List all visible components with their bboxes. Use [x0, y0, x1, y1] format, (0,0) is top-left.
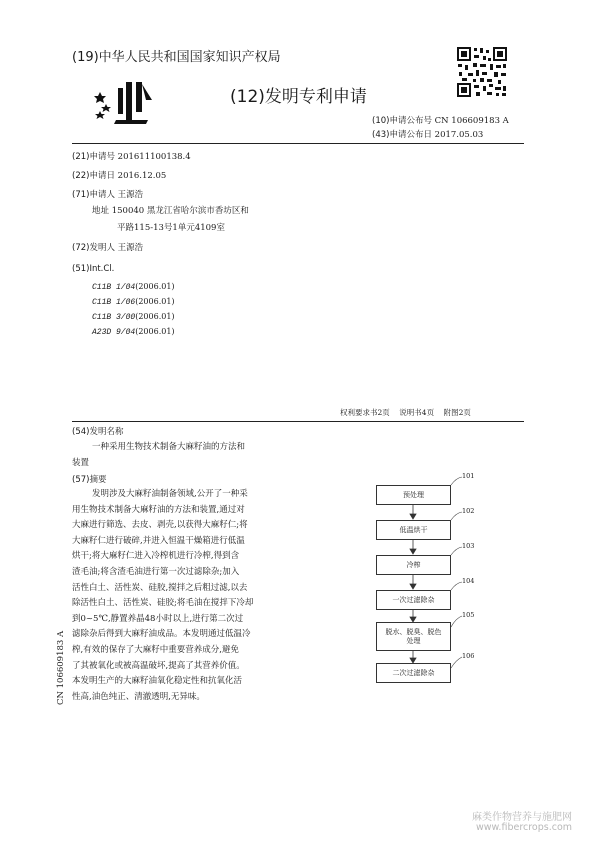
- abstract-line: 本发明生产的大麻籽油氧化稳定性和抗氧化活: [72, 676, 243, 687]
- flow-step: [376, 520, 451, 540]
- qr-code-icon: [456, 46, 508, 98]
- abstract-body: [72, 487, 290, 705]
- abstract-line: 渣毛油;将含渣毛油进行第一次过滤除杂;加入: [72, 566, 240, 577]
- int-cl-entry: [92, 312, 175, 322]
- flow-step: [376, 485, 451, 505]
- int-cl-entry: [92, 282, 175, 292]
- abstract-line: 性高,油色纯正、清澈透明,无异味。: [72, 691, 205, 702]
- abstract-line: 了其被氧化或被高温破坏,提高了其营养价值。: [72, 660, 245, 671]
- invention-title-line-2: 装置: [72, 458, 90, 468]
- flow-step-number: 102: [462, 507, 475, 515]
- int-cl-code: C11B 1/06: [92, 298, 136, 307]
- flow-step-number: 105: [462, 611, 475, 619]
- address-line-2: 平路115-13号1单元4109室: [117, 223, 225, 233]
- inventor-row: [72, 241, 143, 253]
- address-line-1: 150040 黑龙江省哈尔滨市香坊区和: [111, 206, 249, 216]
- inventor-label: (72)发明人: [72, 243, 115, 253]
- address-row: [92, 204, 249, 216]
- flow-step-label: 二次过滤除杂: [392, 668, 435, 677]
- int-cl-version: (2006.01): [135, 312, 175, 321]
- publication-number-row: [372, 114, 509, 126]
- abstract-line: 榨,有效的保存了大麻籽中重要营养成分,避免: [72, 644, 239, 655]
- int-cl-code: C11B 1/04: [92, 283, 136, 292]
- abstract-line: 大麻进行筛选、去皮、剥壳,以获得大麻籽仁;将: [72, 520, 248, 531]
- abstract-line: 大麻籽仁进行破碎,并进入恒温干燥箱进行低温: [72, 535, 245, 546]
- abstract-line: 活性白土、活性炭、硅胶,搅拌之后粗过滤,以去: [72, 582, 248, 593]
- office-name: (19)中华人民共和国国家知识产权局: [72, 50, 281, 65]
- pages-info: 权利要求书2页 说明书4页 附图2页: [340, 408, 471, 417]
- applicant-name: 王源浩: [117, 190, 144, 200]
- flow-step: [376, 663, 451, 683]
- flow-step-label: 预处理: [403, 490, 424, 499]
- abstract-line: 发明涉及大麻籽油制备领域,公开了一种采: [92, 489, 248, 499]
- flow-step-label: 脱水、脱臭、脱色处理: [385, 627, 442, 645]
- flow-step: [376, 622, 451, 651]
- abstract-line: 到0~5℃,静置养晶48小时以上,进行第二次过: [72, 613, 244, 624]
- publication-date-label: (43)申请公布日: [372, 130, 432, 140]
- invention-title-line-1: 一种采用生物技术制备大麻籽油的方法和: [92, 442, 246, 452]
- watermark-title: 麻类作物营养与施肥网: [472, 812, 572, 823]
- flow-step-number: 101: [462, 472, 475, 480]
- inventor-name: 王源浩: [117, 243, 144, 253]
- abstract-line: 烘干;将大麻籽仁进入冷榨机进行冷榨,得到含: [72, 551, 240, 562]
- publication-number: CN 106609183 A: [434, 116, 509, 126]
- publication-number-label: (10)申请公布号: [372, 116, 432, 126]
- application-number-row: [72, 150, 191, 162]
- flow-step-number: 103: [462, 542, 475, 550]
- int-cl-label: (51)Int.Cl.: [72, 264, 115, 274]
- side-publication-number: CN 106609183 A: [56, 630, 66, 705]
- address-label: 地址: [92, 206, 110, 216]
- flow-step-number: 106: [462, 652, 475, 660]
- int-cl-code: C11B 3/00: [92, 313, 136, 322]
- application-number: 201611100138.4: [117, 152, 191, 162]
- int-cl-code: A23D 9/04: [92, 328, 136, 337]
- application-date-row: [72, 169, 166, 181]
- abstract-label: (57)摘要: [72, 475, 107, 485]
- abstract-line: 除活性白土、活性炭、硅胶;将毛油在搅拌下冷却: [72, 598, 254, 609]
- int-cl-entry: [92, 327, 175, 337]
- int-cl-version: (2006.01): [135, 282, 175, 291]
- application-date: 2016.12.05: [117, 171, 167, 181]
- int-cl-version: (2006.01): [135, 327, 175, 336]
- cnipa-logo-icon: [92, 78, 158, 126]
- flow-step-number: 104: [462, 577, 475, 585]
- publication-date: 2017.05.03: [434, 130, 484, 140]
- applicant-row: [72, 188, 143, 200]
- document-type: (12)发明专利申请: [230, 87, 367, 107]
- flow-step-label: 冷榨: [406, 560, 421, 569]
- title-label: (54)发明名称: [72, 427, 124, 437]
- flow-step-label: 低温烘干: [399, 525, 428, 534]
- application-number-label: (21)申请号: [72, 152, 115, 162]
- section-divider: [72, 421, 524, 422]
- watermark-url: www.fibercrops.com: [476, 822, 573, 833]
- publication-date-row: [372, 128, 483, 140]
- application-date-label: (22)申请日: [72, 171, 115, 181]
- flow-step: [376, 555, 451, 575]
- abstract-line: 用生物技术制备大麻籽油的方法和装置,通过对: [72, 504, 245, 515]
- int-cl-version: (2006.01): [135, 297, 175, 306]
- abstract-line: 滤除杂后得到大麻籽油成品。本发明通过低温冷: [72, 629, 251, 640]
- flow-step-label: 一次过滤除杂: [392, 595, 435, 604]
- int-cl-entry: [92, 297, 175, 307]
- applicant-label: (71)申请人: [72, 190, 115, 200]
- header-divider: [72, 143, 524, 144]
- flow-step: [376, 590, 451, 610]
